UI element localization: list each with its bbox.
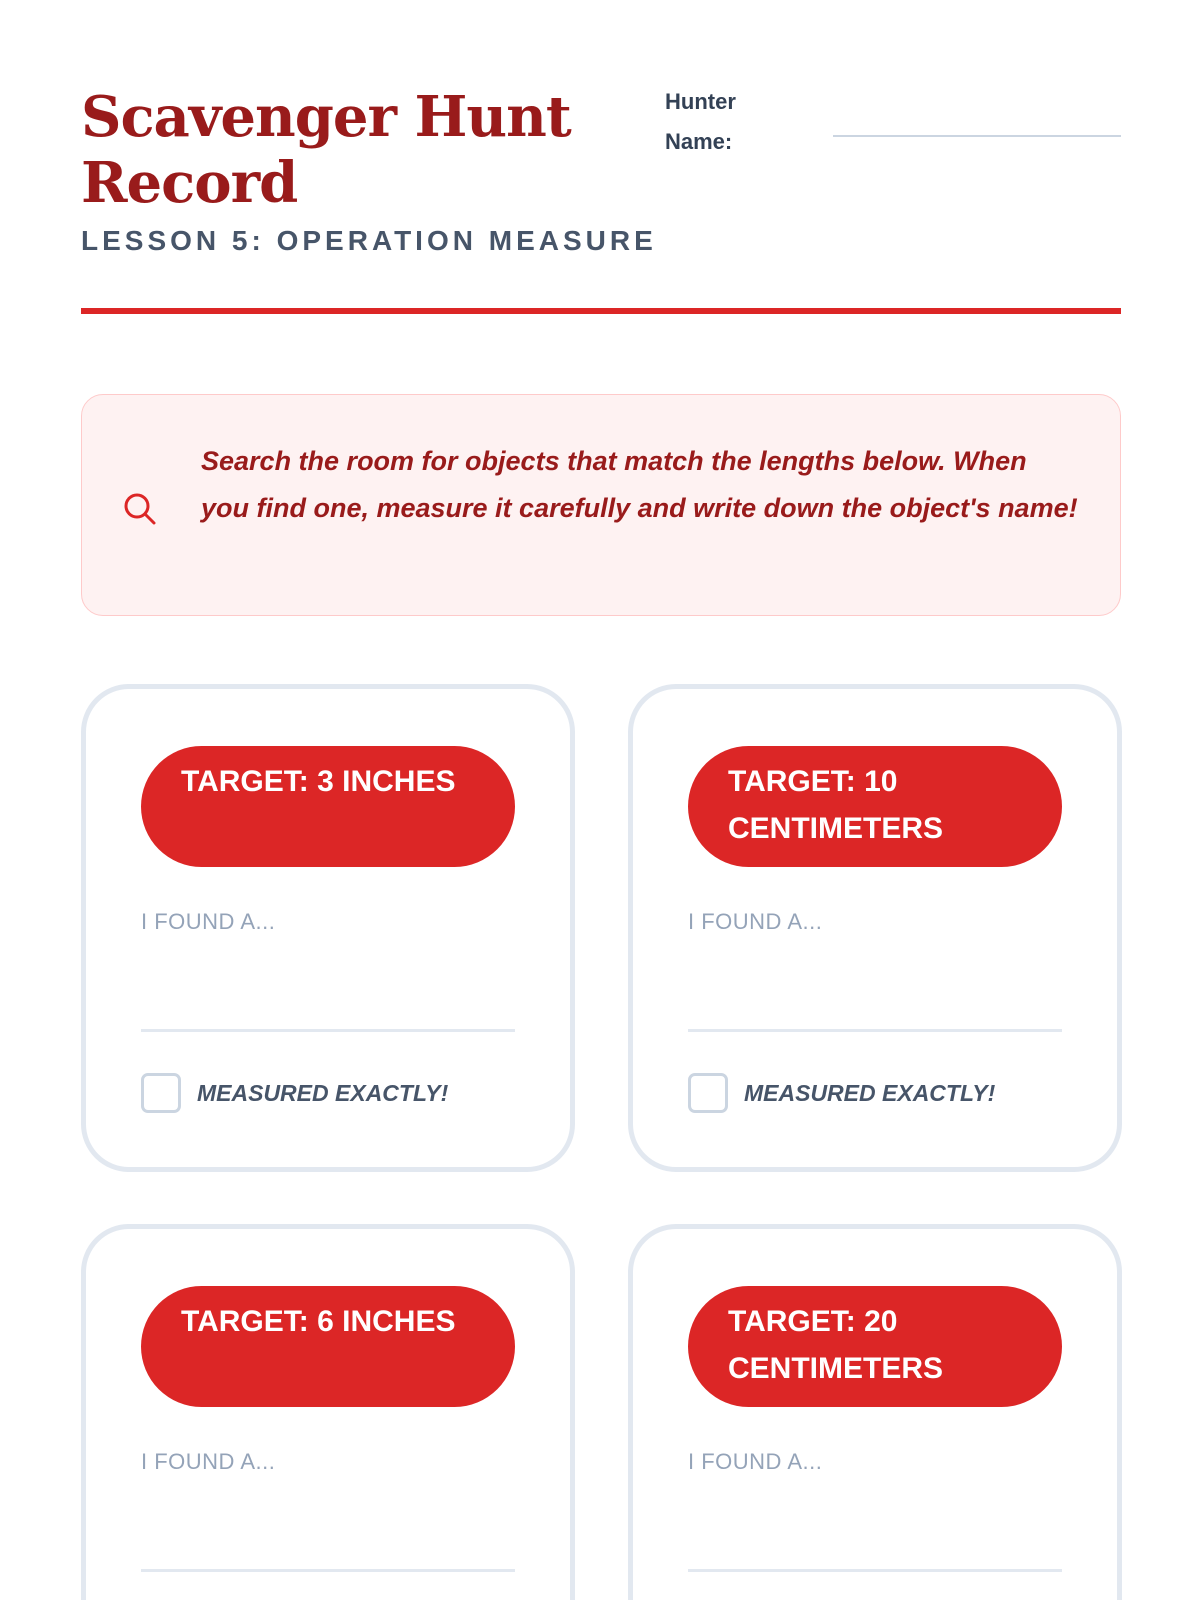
found-label: I FOUND A... (141, 909, 276, 934)
measured-exactly-row[interactable] (141, 1073, 448, 1113)
instructions-text: Search the room for objects that match the lengths below. When you find one, measure it carefully and write down the object's name! (201, 446, 1078, 523)
target-card (81, 1224, 575, 1600)
found-object-input-line[interactable] (141, 1569, 515, 1572)
found-object-input-line[interactable] (141, 1029, 515, 1032)
target-badge: TARGET: 20 CENTIMETERS (688, 1286, 1062, 1407)
target-badge: TARGET: 6 INCHES (141, 1286, 515, 1407)
measured-exactly-label: MEASURED EXACTLY! (744, 1079, 996, 1106)
target-card (628, 684, 1122, 1172)
measured-exactly-row[interactable] (688, 1073, 995, 1113)
instructions-box (81, 394, 1121, 616)
target-card (81, 684, 575, 1172)
target-card (628, 1224, 1122, 1600)
measured-exactly-checkbox[interactable] (141, 1073, 181, 1113)
target-badge: TARGET: 10 CENTIMETERS (688, 746, 1062, 867)
found-object-input-line[interactable] (688, 1569, 1062, 1572)
hunter-name-input-line[interactable] (833, 135, 1121, 137)
found-label: I FOUND A... (688, 909, 823, 934)
found-label: I FOUND A... (141, 1449, 276, 1474)
page-title: Scavenger Hunt Record (81, 84, 571, 216)
lesson-subtitle: LESSON 5: OPERATION MEASURE (81, 225, 657, 256)
found-object-input-line[interactable] (688, 1029, 1062, 1032)
target-badge: TARGET: 3 INCHES (141, 746, 515, 867)
measured-exactly-checkbox[interactable] (688, 1073, 728, 1113)
search-icon (122, 491, 158, 527)
found-label: I FOUND A... (688, 1449, 823, 1474)
page-header (81, 80, 1121, 314)
measured-exactly-label: MEASURED EXACTLY! (197, 1079, 449, 1106)
hunter-name-label: Hunter Name: (665, 89, 736, 154)
